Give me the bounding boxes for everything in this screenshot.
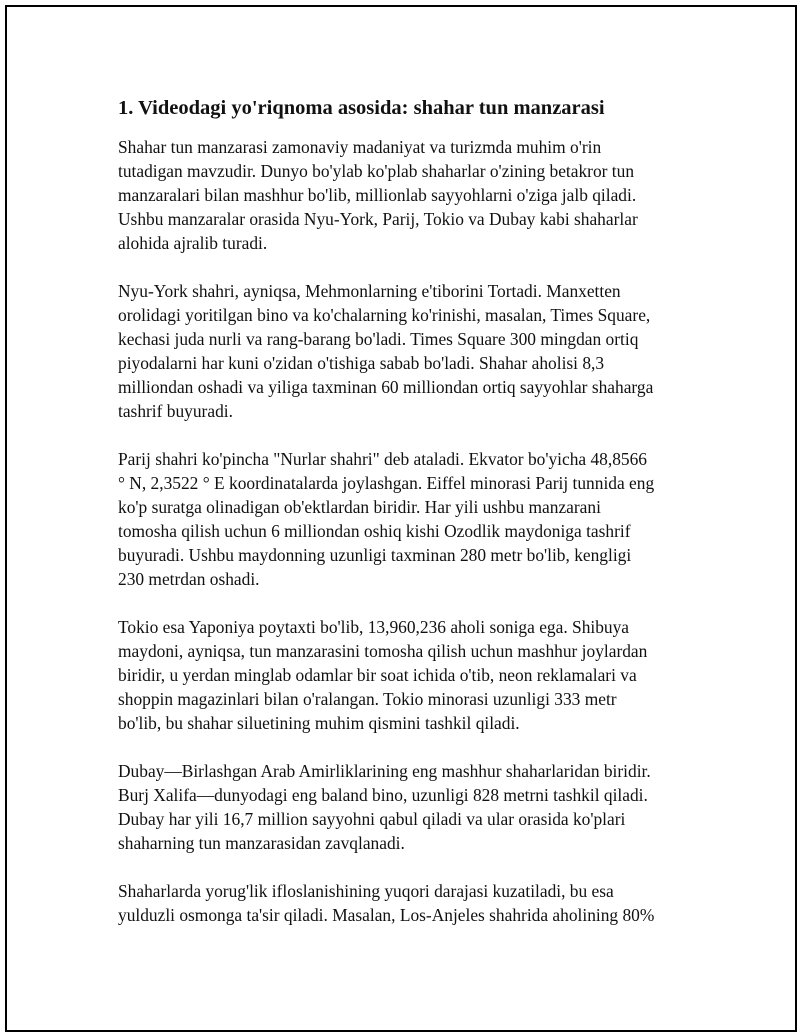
text-line: manzaralari bilan mashhur bo'lib, millionlab sayyohlarni o'ziga jalb qiladi.: [118, 185, 637, 205]
text-line: Burj Xalifa—dunyodagi eng baland bino, uzunligi 828 metrni tashkil qiladi.: [118, 785, 648, 805]
text-line: yulduzli osmonga ta'sir qiladi. Masalan, Los-Anjeles shahrida aholining 80%: [118, 905, 655, 925]
text-line: milliondan oshadi va yiliga taxminan 60 milliondan ortiq sayyohlar shaharga: [118, 377, 654, 397]
text-line: kechasi juda nurli va rang-barang bo'ladi. Times Square 300 mingdan ortiq: [118, 329, 639, 349]
paragraph-new-york: [118, 279, 698, 423]
text-line: Parij shahri ko'pincha "Nurlar shahri" deb ataladi. Ekvator bo'yicha 48,8566: [118, 449, 647, 469]
text-line: tutadigan mavzudir. Dunyo bo'ylab ko'plab shaharlar o'zining betakror tun: [118, 161, 635, 181]
text-line: bo'lib, bu shahar siluetining muhim qismini tashkil qiladi.: [118, 713, 520, 733]
document-title: 1. Videodagi yo'riqnoma asosida: shahar tun manzarasi: [118, 97, 605, 119]
text-line: 230 metrdan oshadi.: [118, 569, 260, 589]
paragraph-light-pollution: [118, 879, 698, 927]
text-line: piyodalarni har kuni o'zidan o'tishiga sabab bo'ladi. Shahar aholisi 8,3: [118, 353, 605, 373]
text-line: ko'p suratga olinadigan ob'ektlardan biridir. Har yili ushbu manzarani: [118, 497, 601, 517]
text-line: orolidagi yoritilgan bino va ko'chalarning ko'rinishi, masalan, Times Square,: [118, 305, 651, 325]
text-line: ° N, 2,3522 ° E koordinatalarda joylashgan. Eiffel minorasi Parij tunnida eng: [118, 473, 655, 493]
text-line: Shahar tun manzarasi zamonaviy madaniyat va turizmda muhim o'rin: [118, 137, 602, 157]
text-line: maydoni, ayniqsa, tun manzarasini tomosha qilish uchun mashhur joylardan: [118, 641, 648, 661]
text-line: Dubay har yili 16,7 million sayyohni qabul qiladi va ular orasida ko'plari: [118, 809, 626, 829]
text-line: Shaharlarda yorug'lik ifloslanishining yuqori darajasi kuzatiladi, bu esa: [118, 881, 614, 901]
text-line: alohida ajralib turadi.: [118, 233, 268, 253]
document-page: [5, 5, 797, 1032]
text-line: buyuradi. Ushbu maydonning uzunligi taxminan 280 metr bo'lib, kengligi: [118, 545, 632, 565]
text-line: shoppin magazinlari bilan o'ralangan. Tokio minorasi uzunligi 333 metr: [118, 689, 617, 709]
text-line: Ushbu manzaralar orasida Nyu-York, Parij, Tokio va Dubay kabi shaharlar: [118, 209, 638, 229]
paragraph-dubai: [118, 759, 698, 855]
text-line: biridir, u yerdan minglab odamlar bir soat ichida o'tib, neon reklamalari va: [118, 665, 637, 685]
text-line: tomosha qilish uchun 6 milliondan oshiq kishi Ozodlik maydoniga tashrif: [118, 521, 631, 541]
text-line: Nyu-York shahri, ayniqsa, Mehmonlarning e'tiborini Tortadi. Manxetten: [118, 281, 621, 301]
paragraph-paris: [118, 447, 698, 591]
text-line: tashrif buyuradi.: [118, 401, 233, 421]
text-line: Tokio esa Yaponiya poytaxti bo'lib, 13,960,236 aholi soniga ega. Shibuya: [118, 617, 630, 637]
text-line: Dubay—Birlashgan Arab Amirliklarining eng mashhur shaharlaridan biridir.: [118, 761, 651, 781]
text-line: shaharning tun manzarasidan zavqlanadi.: [118, 833, 405, 853]
document-body: [118, 95, 698, 951]
paragraph-intro: [118, 135, 698, 255]
paragraph-tokyo: [118, 615, 698, 735]
